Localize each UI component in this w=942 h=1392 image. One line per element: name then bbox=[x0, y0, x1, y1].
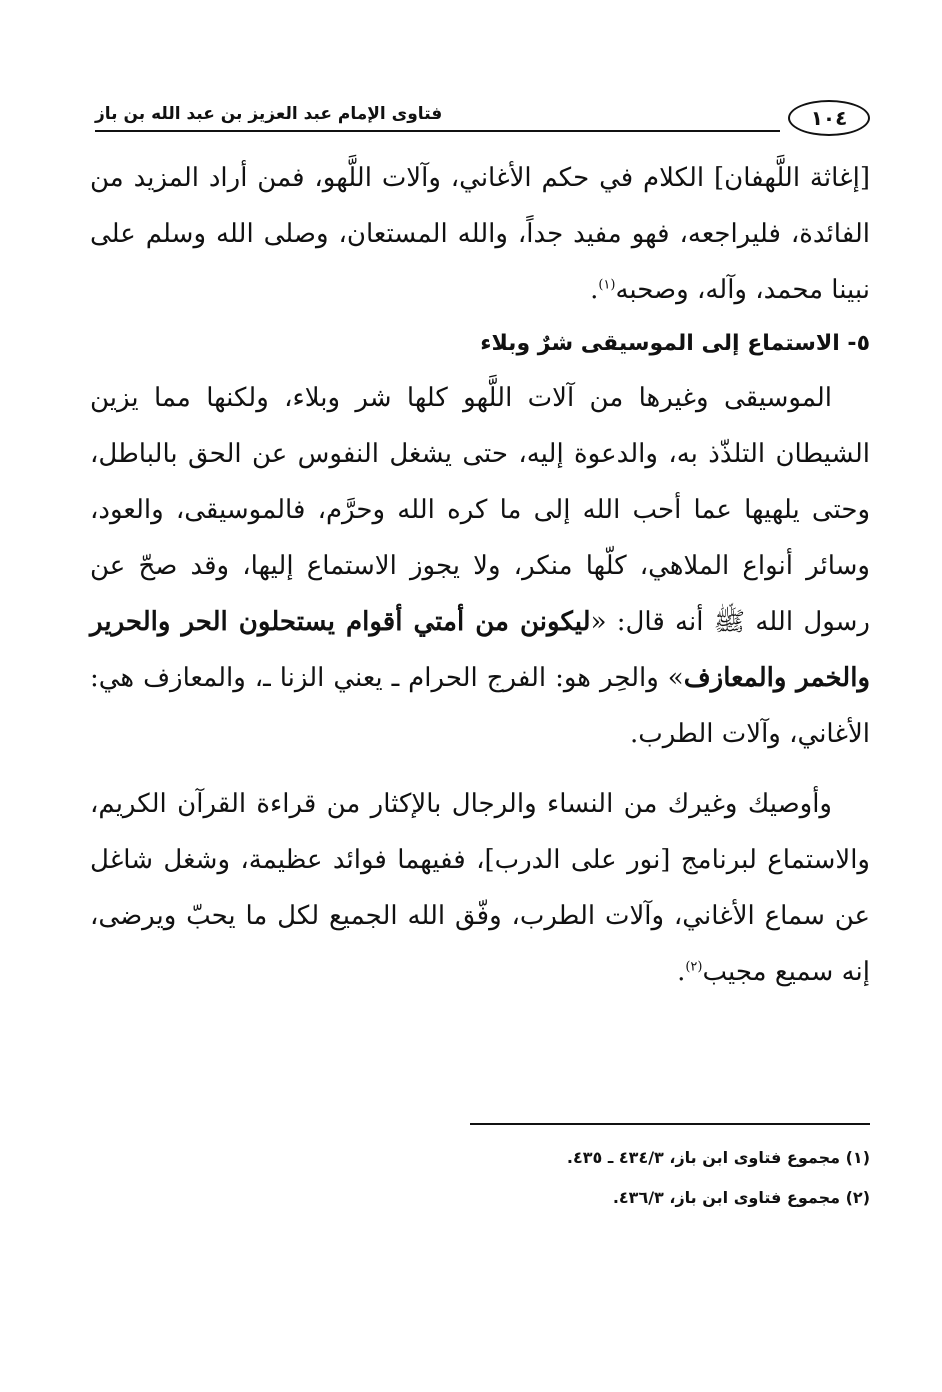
header-rule bbox=[95, 130, 780, 132]
footnotes bbox=[90, 1138, 870, 1218]
footnote-separator bbox=[470, 1123, 870, 1125]
footnote-ref-2: (٢) bbox=[685, 959, 703, 975]
paragraph-2-after: » والحِر هو: الفرج الحرام ـ يعني الزنا ـ، والمعازف هي: الأغاني، وآلات الطرب. bbox=[90, 663, 870, 749]
running-title: فتاوى الإمام عبد العزيز بن عبد الله بن باز bbox=[95, 104, 443, 124]
paragraph-1 bbox=[90, 150, 870, 318]
hadith-quote: ليكونن من أمتي أقوام يستحلون الحر والحرير والخمر والمعازف bbox=[90, 607, 871, 693]
paragraph-1-text: [إغاثة اللَّهفان] الكلام في حكم الأغاني، وآلات اللَّهو، فمن أراد المزيد من الفائدة، فليراجعه، فهو مفيد جداً، والله المستعان، وصلى الله وسلم على نبينا محمد، وآله، وصحبه bbox=[90, 163, 870, 305]
page-number: ١٠٤ bbox=[788, 100, 870, 136]
paragraph-2 bbox=[90, 370, 870, 762]
footnote-1: (١) مجموع فتاوى ابن باز، ٤٣٤/٣ ـ ٤٣٥. bbox=[566, 1148, 870, 1167]
footnote-2: (٢) مجموع فتاوى ابن باز، ٤٣٦/٣. bbox=[612, 1188, 870, 1207]
footnote-ref-1: (١) bbox=[598, 277, 616, 293]
main-text bbox=[90, 150, 870, 1000]
page-header bbox=[95, 100, 870, 140]
section-heading: ٥- الاستماع إلى الموسيقى شرٌ وبلاء bbox=[480, 331, 870, 356]
paragraph-2-text: الموسيقى وغيرها من آلات اللَّهو كلها شر وبلاء، ولكنها مما يزين الشيطان التلذّذ به، والدعوة إليه، حتى يشغل النفوس عن الحق بالباطل، وحتى يلهيها عما أحب الله إلى ما كره الله وحرَّم، فالموسيقى، والعود، وسائر أنواع الملاهي، كلّها منكر، ولا يجوز الاستماع إليها، وقد صحّ عن رسول الله ﷺ أنه قال: « bbox=[90, 383, 870, 637]
paragraph-1-end: . bbox=[590, 275, 599, 305]
paragraph-3 bbox=[90, 776, 870, 1000]
paragraph-3-end: . bbox=[677, 957, 686, 987]
paragraph-3-text: وأوصيك وغيرك من النساء والرجال بالإكثار من قراءة القرآن الكريم، والاستماع لبرنامج [نور على الدرب]، ففيهما فوائد عظيمة، وشغل شاغل عن سماع الأغاني، وآلات الطرب، وفّق الله الجميع لكل ما يحبّ ويرضى، إنه سميع مجيب bbox=[90, 789, 870, 987]
